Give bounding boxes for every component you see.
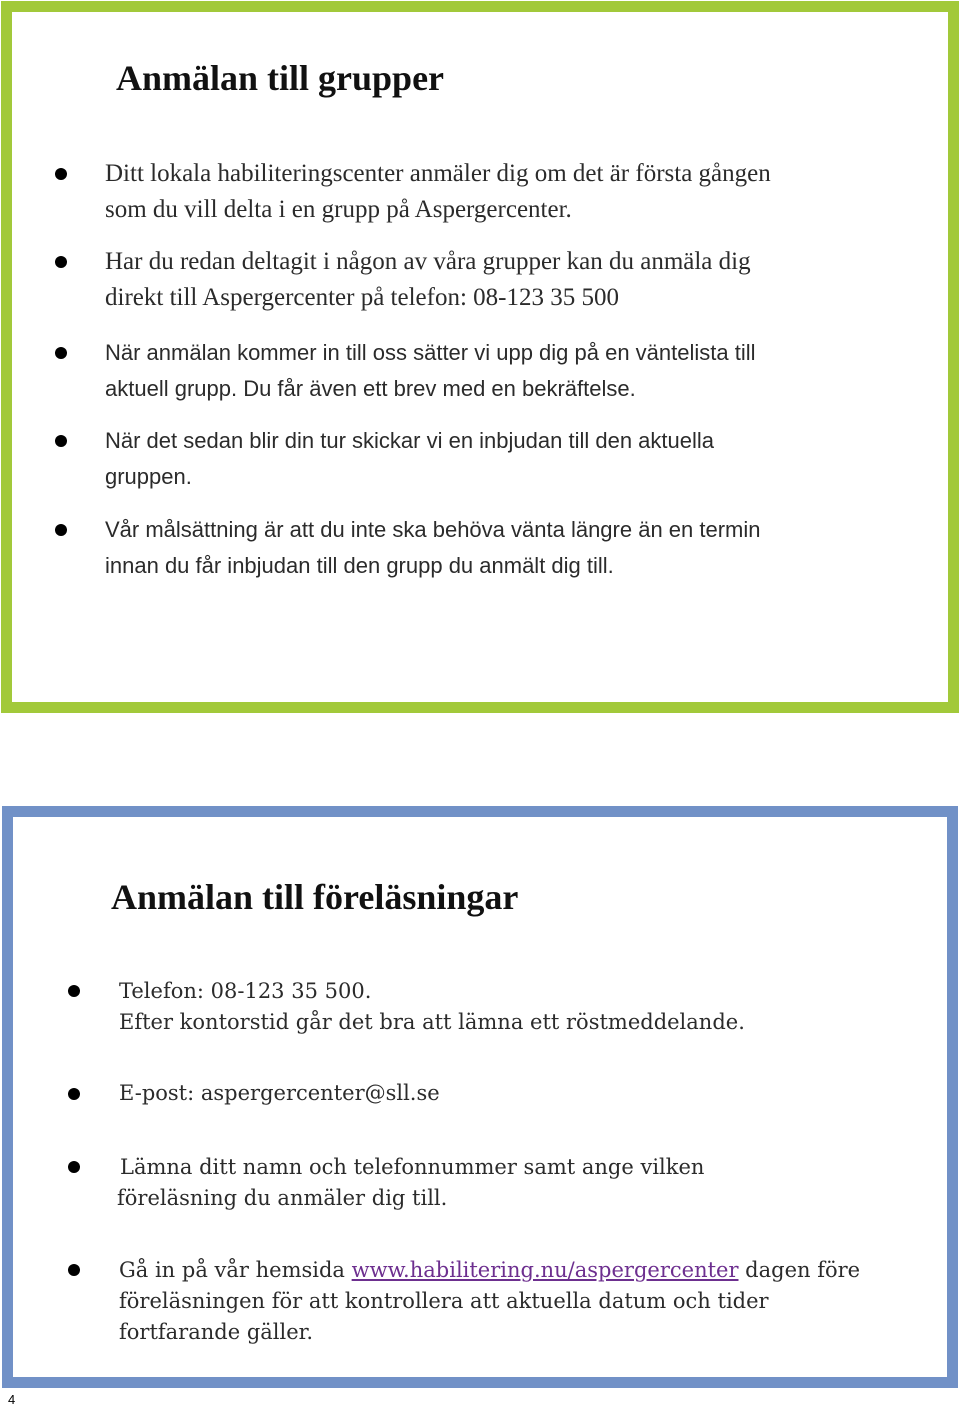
list-item: Gå in på vår hemsida www.habilitering.nu/aspergercenter dagen före föreläsningen för att kontrollera att aktuella datum och tider fortfarande gäller.	[119, 1258, 861, 1344]
website-link[interactable]: www.habilitering.nu/aspergercenter	[351, 1258, 739, 1282]
list-item: E-post: aspergercenter@sll.se	[119, 1081, 440, 1105]
page-number: 4	[8, 1392, 16, 1407]
list-item: Har du redan deltagit i någon av våra grupper kan du anmäla dig direkt till Aspergercenter på telefon: 08-123 35 500	[105, 248, 751, 311]
bullet-icon	[55, 524, 67, 536]
groups-heading: Anmälan till grupper	[116, 58, 445, 98]
bullet-icon	[68, 1088, 80, 1100]
list-item: Vår målsättning är att du inte ska behöva vänta längre än en termin innan du får inbjudan till den grupp du anmält dig till.	[105, 517, 761, 578]
list-item: Lämna ditt namn och telefonnummer samt ange vilken föreläsning du anmäler dig till.	[117, 1155, 705, 1210]
bullet-icon	[68, 1161, 80, 1173]
bullet-icon	[55, 168, 67, 180]
list-item: Telefon: 08-123 35 500. Efter kontorstid går det bra att lämna ett röstmeddelande.	[119, 979, 745, 1034]
bullet-icon	[68, 1264, 80, 1276]
list-item: När anmälan kommer in till oss sätter vi upp dig på en väntelista till aktuell grupp. Du får även ett brev med en bekräftelse.	[105, 340, 756, 401]
bullet-icon	[55, 256, 67, 268]
list-item: Ditt lokala habiliteringscenter anmäler dig om det är första gången som du vill delta i en grupp på Aspergercenter.	[105, 160, 771, 223]
bullet-icon	[68, 985, 80, 997]
lectures-heading: Anmälan till föreläsningar	[111, 877, 519, 917]
bullet-icon	[55, 435, 67, 447]
bullet-icon	[55, 347, 67, 359]
list-item: När det sedan blir din tur skickar vi en inbjudan till den aktuella gruppen.	[105, 428, 714, 489]
